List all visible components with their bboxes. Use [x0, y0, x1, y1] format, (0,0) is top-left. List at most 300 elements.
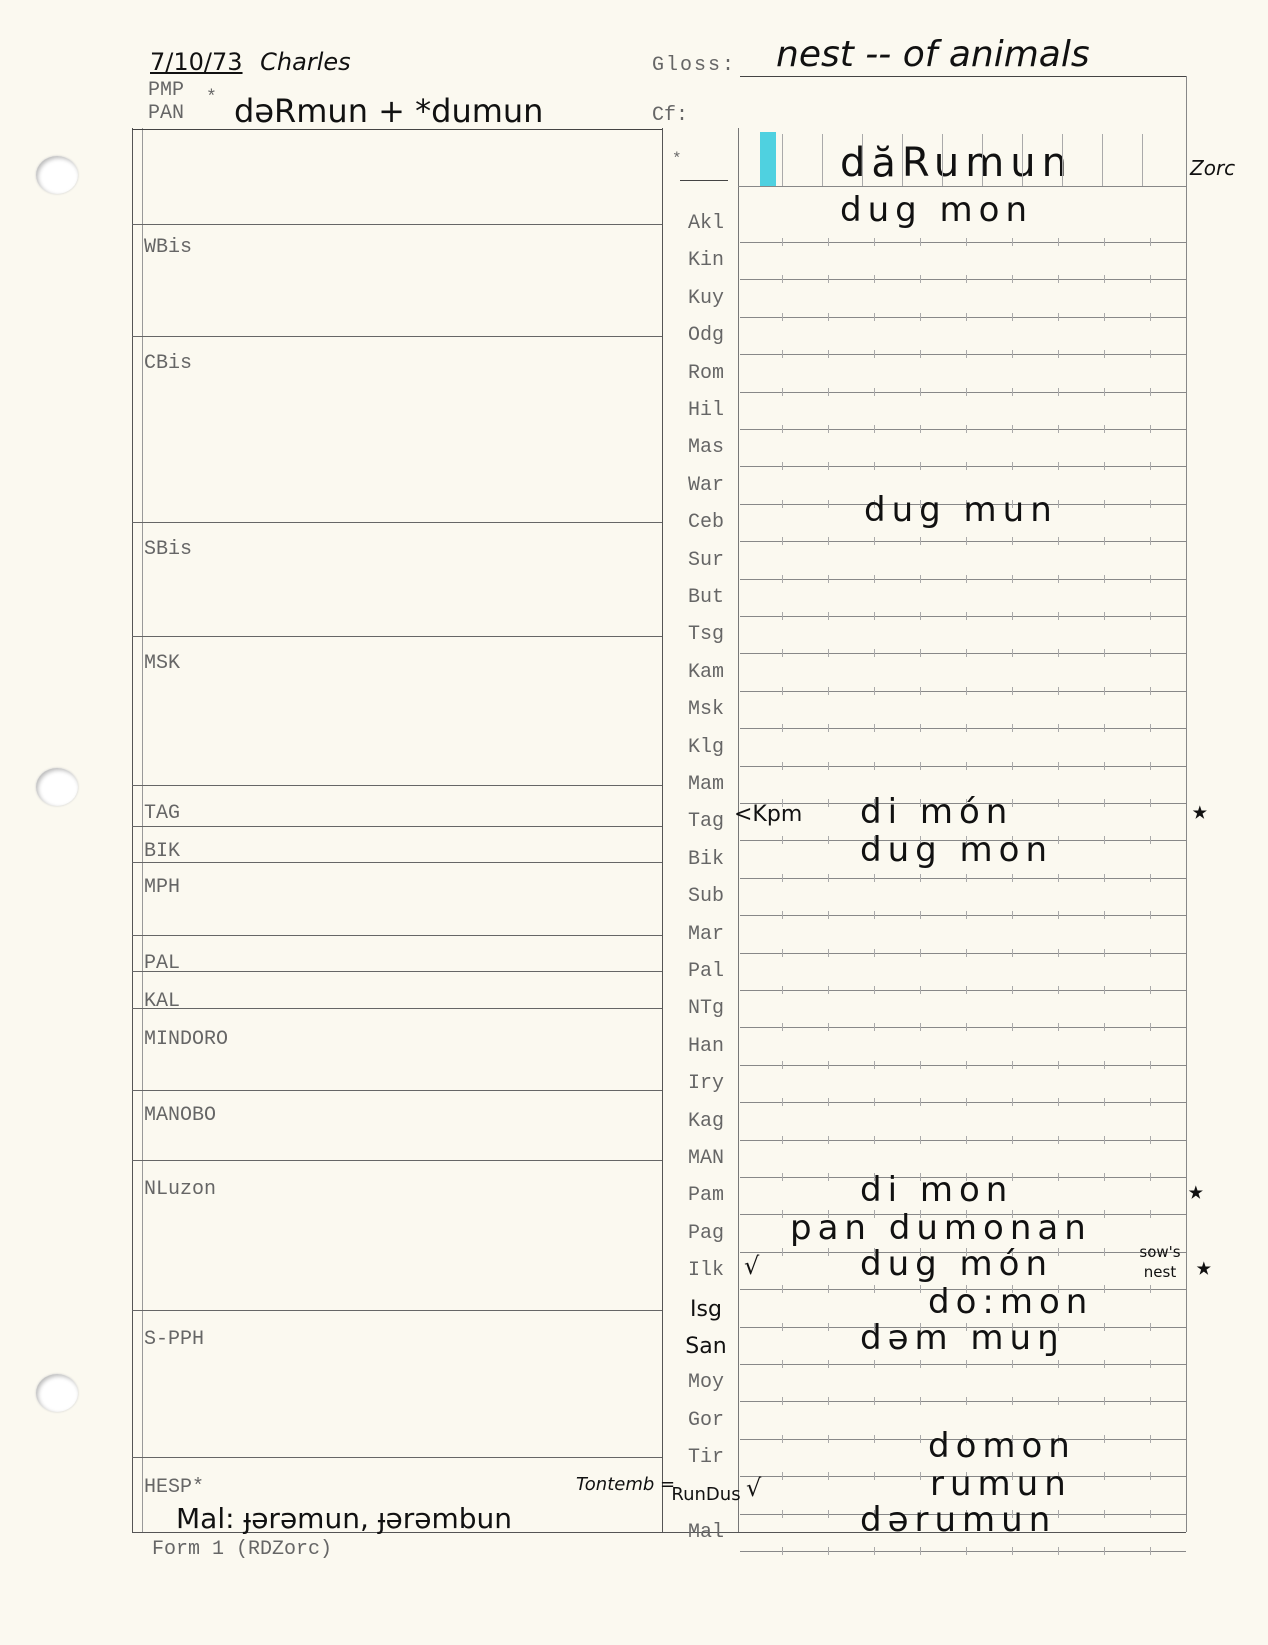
- grid-tick: [1104, 1472, 1105, 1480]
- group-separator: [132, 522, 662, 523]
- entry-pag: pan dumonan: [790, 1208, 1092, 1248]
- group-label-bik: BIK: [144, 840, 181, 863]
- grid-tick: [874, 575, 875, 583]
- grid-tick: [1058, 575, 1059, 583]
- grid-tick: [828, 575, 829, 583]
- grid-tick: [966, 1061, 967, 1069]
- grid-tick: [828, 275, 829, 283]
- grid-tick: [966, 612, 967, 620]
- grid-tick: [1104, 1061, 1105, 1069]
- grid-tick: [1150, 949, 1151, 957]
- grid-tick: [782, 1360, 783, 1368]
- grid-row-line: [738, 186, 1186, 187]
- top-row-column-mark: [1102, 134, 1103, 186]
- grid-tick: [782, 911, 783, 919]
- grid-tick: [874, 1472, 875, 1480]
- grid-tick: [966, 724, 967, 732]
- language-label: Ilk: [687, 1259, 724, 1283]
- grid-tick: [920, 425, 921, 433]
- grid-tick: [1150, 986, 1151, 994]
- grid-tick: [966, 537, 967, 545]
- grid-tick: [828, 313, 829, 321]
- left-border: [132, 128, 133, 1532]
- grid-tick: [1150, 1472, 1151, 1480]
- grid-tick: [1012, 537, 1013, 545]
- grid-tick: [874, 1285, 875, 1293]
- language-label: Sur: [687, 548, 724, 572]
- star-ilk: ★: [1196, 1252, 1212, 1282]
- group-label-sbis: SBis: [144, 538, 193, 561]
- grid-tick: [966, 1136, 967, 1144]
- grid-row-line: [740, 279, 1186, 280]
- grid-tick: [828, 238, 829, 246]
- grid-tick: [874, 425, 875, 433]
- grid-tick: [1012, 911, 1013, 919]
- grid-tick: [1058, 986, 1059, 994]
- grid-tick: [920, 313, 921, 321]
- grid-tick: [920, 1023, 921, 1031]
- binder-hole-top: [36, 156, 78, 194]
- grid-tick: [1104, 836, 1105, 844]
- group-separator: [132, 1008, 662, 1009]
- grid-tick: [920, 1285, 921, 1293]
- grid-row-line: [740, 616, 1186, 617]
- grid-tick: [1058, 1136, 1059, 1144]
- grid-tick: [1150, 1173, 1151, 1181]
- grid-tick: [782, 1023, 783, 1031]
- grid-tick: [828, 1248, 829, 1256]
- grid-tick: [1150, 1435, 1151, 1443]
- grid-tick: [1104, 462, 1105, 470]
- grid-tick: [1012, 388, 1013, 396]
- grid-tick: [828, 388, 829, 396]
- language-label: Pag: [687, 1221, 724, 1245]
- language-label: RunDus: [671, 1483, 741, 1505]
- grid-row-line: [740, 953, 1186, 954]
- grid-tick: [782, 874, 783, 882]
- grid-tick: [1058, 1360, 1059, 1368]
- grid-tick: [1150, 612, 1151, 620]
- grid-row-line: [740, 1401, 1186, 1402]
- language-label: Rom: [687, 361, 724, 385]
- grid-tick: [828, 687, 829, 695]
- grid-row-line: [740, 1065, 1186, 1066]
- grid-tick: [782, 687, 783, 695]
- grid-tick: [1104, 911, 1105, 919]
- group-label-manobo: MANOBO: [144, 1104, 217, 1127]
- language-label: Gor: [687, 1408, 724, 1432]
- grid-tick: [920, 537, 921, 545]
- grid-tick: [874, 462, 875, 470]
- grid-tick: [782, 1435, 783, 1443]
- group-separator: [132, 785, 662, 786]
- grid-tick: [782, 836, 783, 844]
- grid-row-line: [740, 1102, 1186, 1103]
- grid-tick: [874, 1435, 875, 1443]
- language-label: Mam: [687, 773, 724, 796]
- binder-hole-bottom: [36, 1374, 78, 1412]
- grid-tick: [1104, 724, 1105, 732]
- language-label: Msk: [687, 698, 724, 722]
- author-name: Charles: [260, 48, 351, 76]
- language-label: Kuy: [687, 286, 724, 310]
- language-label: NTg: [687, 997, 724, 1021]
- grid-tick: [782, 1061, 783, 1069]
- grid-tick: [828, 1435, 829, 1443]
- grid-tick: [966, 350, 967, 358]
- grid-tick: [920, 275, 921, 283]
- entry-isg: do:mon: [928, 1282, 1094, 1322]
- grid-tick: [920, 1547, 921, 1555]
- grid-tick: [1150, 911, 1151, 919]
- grid-tick: [1058, 1173, 1059, 1181]
- grid-row-line: [740, 354, 1186, 355]
- language-label: San: [685, 1334, 727, 1359]
- grid-tick: [1150, 687, 1151, 695]
- top-row-column-mark: [822, 134, 823, 186]
- grid-tick: [1058, 1248, 1059, 1256]
- top-row-blank: [680, 180, 728, 181]
- grid-tick: [828, 724, 829, 732]
- grid-tick: [828, 762, 829, 770]
- grid-tick: [1104, 1510, 1105, 1518]
- date-stamp: [150, 48, 351, 76]
- grid-tick: [828, 799, 829, 807]
- grid-tick: [1104, 649, 1105, 657]
- language-label: Kin: [687, 249, 724, 273]
- group-label-nluzon: NLuzon: [144, 1178, 217, 1201]
- grid-tick: [1104, 313, 1105, 321]
- grid-tick: [828, 1547, 829, 1555]
- grid-tick: [874, 1547, 875, 1555]
- grid-tick: [782, 313, 783, 321]
- grid-tick: [966, 388, 967, 396]
- grid-tick: [966, 911, 967, 919]
- grid-tick: [1012, 238, 1013, 246]
- grid-tick: [1058, 388, 1059, 396]
- grid-tick: [1150, 1061, 1151, 1069]
- group-separator: [132, 935, 662, 936]
- grid-tick: [920, 1397, 921, 1405]
- grid-tick: [1104, 1323, 1105, 1331]
- entry-rundus: rumun: [930, 1464, 1072, 1504]
- grid-tick: [1104, 500, 1105, 508]
- middle-divider: [662, 128, 663, 1532]
- grid-row-line: [740, 1140, 1186, 1141]
- entry-tag: di món: [860, 792, 1014, 832]
- grid-tick: [920, 874, 921, 882]
- grid-tick: [1104, 1248, 1105, 1256]
- star-tag: ★: [1192, 796, 1208, 826]
- grid-tick: [874, 724, 875, 732]
- grid-tick: [1104, 1397, 1105, 1405]
- grid-tick: [828, 874, 829, 882]
- grid-tick: [782, 350, 783, 358]
- grid-tick: [1104, 425, 1105, 433]
- grid-tick: [782, 1136, 783, 1144]
- grid-tick: [828, 1323, 829, 1331]
- grid-tick: [1150, 1098, 1151, 1106]
- grid-tick: [1058, 762, 1059, 770]
- grid-tick: [1150, 1397, 1151, 1405]
- grid-tick: [874, 313, 875, 321]
- grid-tick: [920, 649, 921, 657]
- grid-tick: [920, 724, 921, 732]
- grid-tick: [1150, 313, 1151, 321]
- pan-label: PAN: [148, 102, 185, 125]
- top-row-column-mark: [1022, 134, 1023, 186]
- grid-tick: [1058, 649, 1059, 657]
- grid-tick: [1012, 313, 1013, 321]
- grid-row-line: [740, 990, 1186, 991]
- entry-akl: dug mon: [840, 190, 1033, 230]
- grid-tick: [1150, 500, 1151, 508]
- entry-pam: di mon: [860, 1170, 1014, 1210]
- grid-tick: [782, 1510, 783, 1518]
- language-label: Hil: [687, 399, 724, 422]
- highlight-marker: [760, 132, 776, 186]
- language-label: War: [687, 473, 724, 497]
- language-label: Mas: [687, 436, 724, 460]
- grid-tick: [782, 425, 783, 433]
- grid-row-line: [740, 691, 1186, 692]
- grid-tick: [874, 649, 875, 657]
- grid-tick: [1150, 388, 1151, 396]
- grid-tick: [1058, 425, 1059, 433]
- top-row-column-mark: [982, 134, 983, 186]
- form-footer: Form 1 (RDZorc): [152, 1538, 333, 1561]
- grid-tick: [1058, 1061, 1059, 1069]
- grid-tick: [874, 1023, 875, 1031]
- entry-san: dəm muŋ: [860, 1318, 1065, 1358]
- grid-tick: [966, 762, 967, 770]
- language-label: Moy: [687, 1371, 724, 1395]
- group-label-kal: KAL: [144, 990, 181, 1013]
- grid-row-line: [740, 242, 1186, 243]
- grid-tick: [966, 425, 967, 433]
- grid-tick: [1012, 949, 1013, 957]
- grid-tick: [828, 462, 829, 470]
- grid-row-line: [740, 1364, 1186, 1365]
- grid-tick: [1012, 724, 1013, 732]
- grid-tick: [1058, 949, 1059, 957]
- grid-tick: [828, 1061, 829, 1069]
- grid-tick: [828, 350, 829, 358]
- grid-tick: [828, 500, 829, 508]
- grid-tick: [1104, 874, 1105, 882]
- grid-tick: [782, 1323, 783, 1331]
- grid-tick: [920, 1061, 921, 1069]
- grid-tick: [966, 275, 967, 283]
- grid-row-line: [740, 317, 1186, 318]
- grid-tick: [782, 1547, 783, 1555]
- star-pam: ★: [1188, 1176, 1204, 1206]
- grid-tick: [920, 238, 921, 246]
- grid-tick: [874, 350, 875, 358]
- grid-tick: [1058, 500, 1059, 508]
- grid-tick: [966, 949, 967, 957]
- grid-tick: [874, 1360, 875, 1368]
- group-separator: [132, 636, 662, 637]
- grid-tick: [1150, 1323, 1151, 1331]
- grid-tick: [1150, 1547, 1151, 1555]
- grid-tick: [828, 1510, 829, 1518]
- grid-tick: [1012, 425, 1013, 433]
- grid-tick: [920, 612, 921, 620]
- grid-tick: [1104, 762, 1105, 770]
- grid-tick: [1012, 1136, 1013, 1144]
- language-label: Bik: [687, 847, 724, 871]
- grid-tick: [1012, 687, 1013, 695]
- grid-tick: [920, 1472, 921, 1480]
- grid-tick: [1150, 1136, 1151, 1144]
- grid-tick: [920, 1098, 921, 1106]
- top-border: [132, 129, 662, 130]
- grid-row-line: [740, 466, 1186, 467]
- grid-tick: [1104, 350, 1105, 358]
- grid-tick: [1058, 911, 1059, 919]
- grid-tick: [1150, 836, 1151, 844]
- grid-tick: [1012, 350, 1013, 358]
- date-text: 7/10/73: [150, 48, 243, 76]
- grid-tick: [1150, 1360, 1151, 1368]
- grid-tick: [1104, 949, 1105, 957]
- grid-tick: [782, 1210, 783, 1218]
- group-label-s-pph: S-PPH: [144, 1328, 205, 1351]
- grid-tick: [1104, 1435, 1105, 1443]
- grid-tick: [1150, 238, 1151, 246]
- group-separator: [132, 971, 662, 972]
- grid-tick: [966, 1098, 967, 1106]
- grid-tick: [828, 949, 829, 957]
- grid-tick: [874, 612, 875, 620]
- grid-tick: [828, 537, 829, 545]
- grid-tick: [782, 500, 783, 508]
- grid-tick: [782, 612, 783, 620]
- grid-tick: [782, 1285, 783, 1293]
- grid-tick: [874, 1136, 875, 1144]
- left-inner-border: [142, 128, 143, 1532]
- grid-tick: [966, 649, 967, 657]
- rundus-check: √: [746, 1474, 762, 1502]
- grid-tick: [1058, 275, 1059, 283]
- grid-tick: [782, 762, 783, 770]
- pmp-label: PMP: [148, 79, 185, 102]
- grid-tick: [1150, 575, 1151, 583]
- grid-tick: [1058, 612, 1059, 620]
- grid-tick: [1104, 1360, 1105, 1368]
- grid-tick: [920, 949, 921, 957]
- grid-tick: [966, 575, 967, 583]
- language-label: Ceb: [687, 511, 724, 535]
- grid-tick: [828, 1098, 829, 1106]
- grid-tick: [1104, 575, 1105, 583]
- entry-ilk: dug món: [860, 1244, 1053, 1284]
- rundus-prefix: Tontemb =: [576, 1474, 676, 1495]
- top-row-column-mark: [1142, 134, 1143, 186]
- group-label-msk: MSK: [144, 652, 181, 675]
- grid-tick: [1104, 1547, 1105, 1555]
- grid-tick: [1058, 1023, 1059, 1031]
- language-label: Pam: [687, 1184, 724, 1208]
- grid-tick: [966, 313, 967, 321]
- grid-tick: [1058, 462, 1059, 470]
- grid-tick: [874, 1397, 875, 1405]
- grid-tick: [1012, 986, 1013, 994]
- grid-tick: [828, 425, 829, 433]
- language-label: Iry: [687, 1072, 724, 1096]
- grid-row-line: [740, 392, 1186, 393]
- top-row-column-mark: [902, 134, 903, 186]
- grid-tick: [874, 1098, 875, 1106]
- grid-tick: [1150, 649, 1151, 657]
- group-separator: [132, 1457, 662, 1458]
- grid-tick: [1104, 238, 1105, 246]
- grid-tick: [1012, 1023, 1013, 1031]
- top-row-column-mark: [942, 134, 943, 186]
- grid-tick: [1150, 1210, 1151, 1218]
- grid-tick: [920, 1136, 921, 1144]
- grid-tick: [1058, 350, 1059, 358]
- language-label: Kam: [687, 660, 724, 684]
- grid-tick: [1058, 724, 1059, 732]
- proto-star: *: [206, 88, 217, 108]
- group-label-wbis: WBis: [144, 236, 193, 259]
- grid-tick: [1012, 762, 1013, 770]
- top-reconstruction: dăRumun: [840, 140, 1073, 186]
- entry-mal: dərumun: [860, 1500, 1057, 1540]
- grid-tick: [1104, 1285, 1105, 1293]
- grid-tick: [1012, 575, 1013, 583]
- gloss-underline: [740, 76, 1186, 77]
- grid-tick: [920, 1360, 921, 1368]
- group-separator: [132, 336, 662, 337]
- grid-tick: [782, 986, 783, 994]
- grid-row-line: [740, 541, 1186, 542]
- grid-row-line: [740, 878, 1186, 879]
- grid-tick: [874, 238, 875, 246]
- grid-tick: [828, 1285, 829, 1293]
- grid-tick: [782, 388, 783, 396]
- grid-tick: [782, 1472, 783, 1480]
- grid-tick: [966, 238, 967, 246]
- gloss-label: Gloss:: [652, 54, 737, 77]
- top-row-column-mark: [862, 134, 863, 186]
- grid-tick: [782, 1397, 783, 1405]
- language-label: Pal: [687, 960, 724, 983]
- grid-tick: [828, 1136, 829, 1144]
- grid-tick: [1150, 874, 1151, 882]
- entry-ceb: dug mun: [864, 490, 1058, 530]
- grid-tick: [1058, 1098, 1059, 1106]
- grid-tick: [1012, 874, 1013, 882]
- grid-tick: [966, 1360, 967, 1368]
- entry-bik: dug mon: [860, 830, 1053, 870]
- group-label-tag: TAG: [144, 802, 181, 825]
- grid-tick: [782, 649, 783, 657]
- language-label: Isg: [690, 1296, 722, 1322]
- grid-tick: [874, 986, 875, 994]
- grid-tick: [920, 388, 921, 396]
- grid-tick: [966, 1397, 967, 1405]
- group-label-cbis: CBis: [144, 352, 193, 375]
- grid-row-line: [740, 1551, 1186, 1552]
- right-border: [1186, 76, 1187, 1532]
- grid-tick: [1012, 1360, 1013, 1368]
- group-separator: [132, 1310, 662, 1311]
- language-label: Mar: [687, 922, 724, 946]
- grid-tick: [828, 1173, 829, 1181]
